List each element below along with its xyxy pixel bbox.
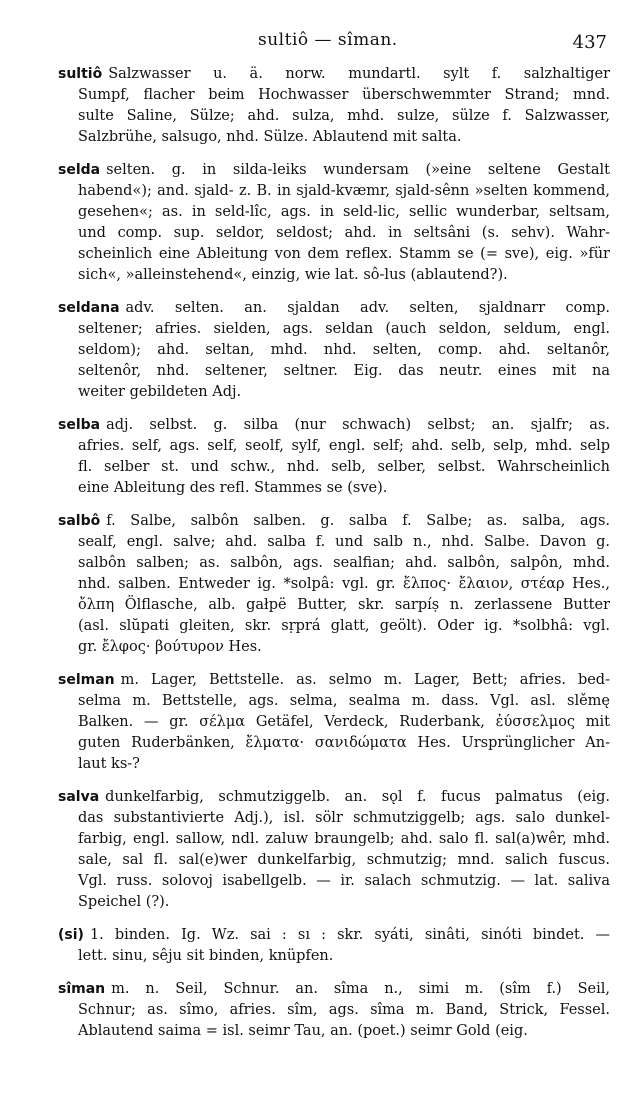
entry-text: eine Ableitung des refl. Stammes se (sve). xyxy=(78,480,388,496)
entry-text: m. n. Seil, Schnur. an. sîma n., simi m. (sîm f.) Seil, xyxy=(111,981,610,997)
entry-text: ὄλπη Ölflasche, alb. gałpë Butter, skr. sarpíṣ n. zerlassene Butter xyxy=(78,597,610,613)
entry-line xyxy=(58,925,610,946)
entry-line xyxy=(58,127,610,148)
entry-text: gr. ἔλφος· βούτυρον Hes. xyxy=(78,639,262,655)
entry-line xyxy=(58,1021,610,1042)
entry-line xyxy=(58,361,610,382)
entry-text: seltener; afries. sielden, ags. seldan (auch seldon, seldum, engl. xyxy=(78,321,610,337)
entry-line xyxy=(58,754,610,775)
entry-line xyxy=(58,787,610,808)
entry-text: laut ks-? xyxy=(78,756,140,772)
entry-line xyxy=(58,691,610,712)
page-number: 437 xyxy=(572,32,607,53)
entry-headword: (si) xyxy=(58,927,84,943)
entry-text: sale, sal fl. sal(e)wer dunkelfarbig, schmutzig; mnd. salich fuscus. xyxy=(78,852,610,868)
entry-text: seldom); ahd. seltan, mhd. nhd. selten, comp. ahd. seltanôr, xyxy=(78,342,610,358)
entry-line xyxy=(58,436,610,457)
entry-headword: selman xyxy=(58,672,115,688)
entry-text: nhd. salben. Entweder ig. *solpâ: vgl. gr. ἔλπος· ἔλαιον, στέαρ Hes., xyxy=(78,576,610,592)
entry-line xyxy=(58,595,610,616)
entry-text: gesehen«; as. in seld-lîc, ags. in seld-lic, sellic wunderbar, seltsam, xyxy=(78,204,610,220)
entry-text: scheinlich eine Ableitung von dem reflex. Stamm se (= sve), eig. »für xyxy=(78,246,610,262)
entry-line xyxy=(58,85,610,106)
entry-line xyxy=(58,181,610,202)
dictionary-entry xyxy=(58,979,610,1042)
entry-text: Salzwasser u. ä. norw. mundartl. sylt f. salzhaltiger xyxy=(108,66,610,82)
entry-line xyxy=(58,382,610,403)
entry-text: farbig, engl. sallow, ndl. zaluw braungelb; ahd. salo fl. sal(a)wêr, mhd. xyxy=(78,831,610,847)
entry-text: sealf, engl. salve; ahd. salba f. und salb n., nhd. Salbe. Davon g. xyxy=(78,534,610,550)
entry-line xyxy=(58,979,610,1000)
entry-line xyxy=(58,64,610,85)
entry-text: Speichel (?). xyxy=(78,894,170,910)
entry-text: selten. g. in silda-leiks wundersam (»eine seltene Gestalt xyxy=(106,162,610,178)
entry-text: lett. sinu, sêju sit binden, knüpfen. xyxy=(78,948,334,964)
entry-line xyxy=(58,457,610,478)
entry-text: (asl. slŭpati gleiten, skr. sṛprá glatt, geölt). Oder ig. *solbhâ: vgl. xyxy=(78,618,610,634)
entry-text: weiter gebildeten Adj. xyxy=(78,384,242,400)
dictionary-entry xyxy=(58,787,610,913)
entry-headword: salbô xyxy=(58,513,101,529)
entry-text: Schnur; as. sîmo, afries. sîm, ags. sîma m. Band, Strick, Fessel. xyxy=(78,1002,610,1018)
entry-text: Sumpf, flacher beim Hochwasser überschwemmter Strand; mnd. xyxy=(78,87,610,103)
entry-text: Vgl. russ. solovoj isabellgelb. — ir. salach schmutzig. — lat. saliva xyxy=(78,873,610,889)
entry-text: adj. selbst. g. silba (nur schwach) selbst; an. sjalfr; as. xyxy=(106,417,610,433)
entry-line xyxy=(58,829,610,850)
dictionary-entries xyxy=(58,64,610,1054)
entry-line xyxy=(58,106,610,127)
entry-line xyxy=(58,319,610,340)
entry-line xyxy=(58,850,610,871)
entry-headword: sîman xyxy=(58,981,106,997)
entry-line xyxy=(58,160,610,181)
entry-line xyxy=(58,946,610,967)
dictionary-entry xyxy=(58,298,610,403)
entry-line xyxy=(58,415,610,436)
entry-text: sulte Saline, Sülze; ahd. sulza, mhd. sulze, sülze f. Salzwasser, xyxy=(78,108,610,124)
entry-line xyxy=(58,478,610,499)
entry-text: dunkelfarbig, schmutziggelb. an. sǫl f. fucus palmatus (eig. xyxy=(105,789,610,805)
entry-text: Salzbrühe, salsugo, nhd. Sülze. Ablautend mit salta. xyxy=(78,129,462,145)
entry-line xyxy=(58,265,610,286)
entry-line xyxy=(58,574,610,595)
entry-text: sich«, »alleinstehend«, einzig, wie lat. sô-lus (ablautend?). xyxy=(78,267,508,283)
entry-line xyxy=(58,340,610,361)
entry-headword: selda xyxy=(58,162,101,178)
dictionary-entry xyxy=(58,160,610,286)
entry-line xyxy=(58,871,610,892)
running-head: sultiô — sîman. xyxy=(258,30,398,50)
entry-text: Ablautend saima = isl. seimr Tau, an. (poet.) seimr Gold (eig. xyxy=(78,1023,528,1039)
entry-line xyxy=(58,532,610,553)
entry-text: salbôn salben; as. salbôn, ags. sealfian; ahd. salbôn, salpôn, mhd. xyxy=(78,555,610,571)
entry-text: f. Salbe, salbôn salben. g. salba f. Salbe; as. salba, ags. xyxy=(106,513,610,529)
entry-headword: selba xyxy=(58,417,101,433)
entry-text: seltenôr, nhd. seltener, seltner. Eig. das neutr. eines mit na xyxy=(78,363,610,379)
entry-line xyxy=(58,553,610,574)
entry-line xyxy=(58,298,610,319)
entry-headword: seldana xyxy=(58,300,120,316)
dictionary-entry xyxy=(58,64,610,148)
dictionary-entry xyxy=(58,511,610,658)
dictionary-entry xyxy=(58,670,610,775)
entry-text: und comp. sup. seldor, seldost; ahd. in seltsâni (s. sehv). Wahr- xyxy=(78,225,610,241)
entry-line xyxy=(58,616,610,637)
entry-line xyxy=(58,1000,610,1021)
entry-line xyxy=(58,733,610,754)
entry-line xyxy=(58,223,610,244)
dictionary-entry xyxy=(58,415,610,499)
entry-line xyxy=(58,712,610,733)
entry-text: Balken. — gr. σέλμα Getäfel, Verdeck, Ruderbank, ἐύσσελμος mit xyxy=(78,714,610,730)
entry-line xyxy=(58,670,610,691)
entry-line xyxy=(58,892,610,913)
entry-headword: salva xyxy=(58,789,100,805)
entry-line xyxy=(58,244,610,265)
dictionary-entry xyxy=(58,925,610,967)
entry-line xyxy=(58,637,610,658)
entry-headword: sultiô xyxy=(58,66,103,82)
entry-text: afries. self, ags. self, seolf, sylf, engl. self; ahd. selb, selp, mhd. selp xyxy=(78,438,610,454)
page-header xyxy=(0,30,625,56)
entry-text: m. Lager, Bettstelle. as. selmo m. Lager, Bett; afries. bed- xyxy=(120,672,610,688)
entry-text: fl. selber st. und schw., nhd. selb, selber, selbst. Wahrscheinlich xyxy=(78,459,610,475)
entry-text: adv. selten. an. sjaldan adv. selten, sjaldnarr comp. xyxy=(125,300,610,316)
entry-text: habend«); and. sjald- z. B. in sjald-kvæmr, sjald-sênn »selten kommend, xyxy=(78,183,610,199)
entry-text: 1. binden. Ig. Wz. sai : sı : skr. syáti, sinâti, sinóti bindet. — xyxy=(89,927,610,943)
entry-line xyxy=(58,808,610,829)
entry-text: guten Ruderbänken, ἔλματα· σανιδώματα Hes. Ursprünglicher An- xyxy=(78,735,610,751)
entry-text: selma m. Bettstelle, ags. selma, sealma m. dass. Vgl. asl. slěmę xyxy=(78,693,610,709)
entry-text: das substantivierte Adj.), isl. sölr schmutziggelb; ags. salo dunkel- xyxy=(78,810,610,826)
entry-line xyxy=(58,202,610,223)
entry-line xyxy=(58,511,610,532)
